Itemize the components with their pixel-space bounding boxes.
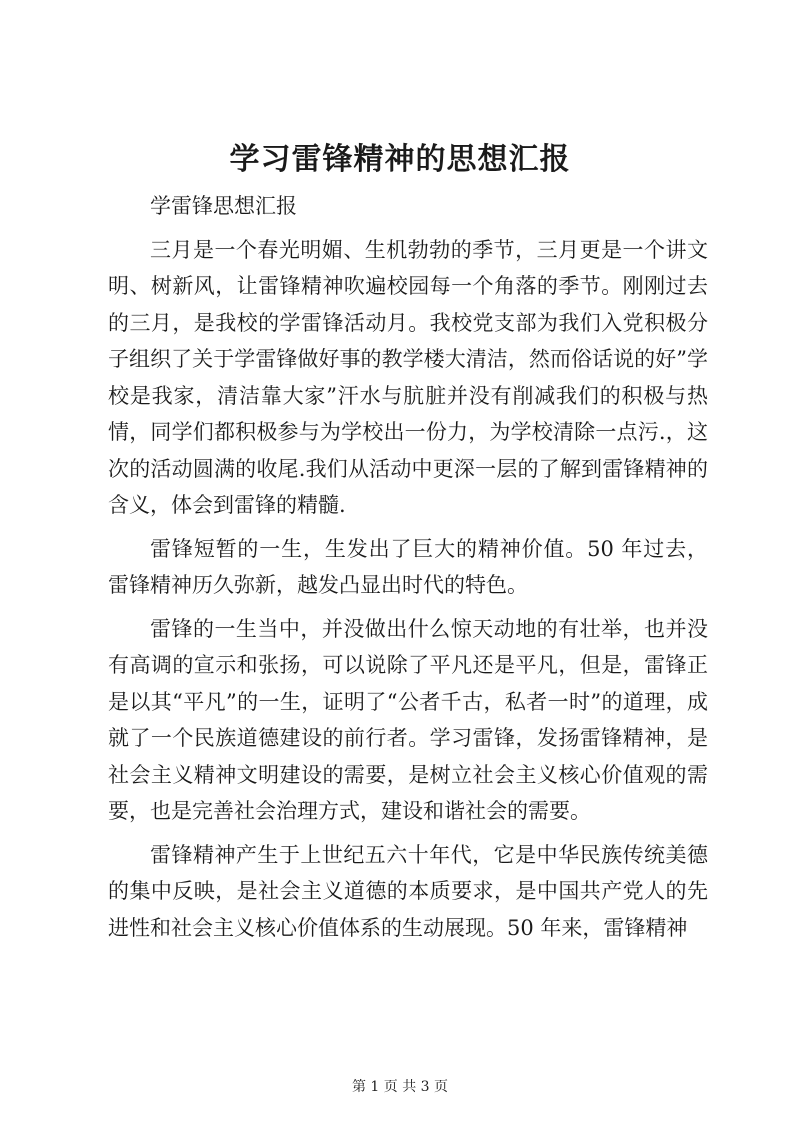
- paragraph-4: 雷锋精神产生于上世纪五六十年代，它是中华民族传统美德的集中反映，是社会主义道德的本质要求，是中国共产党人的先进性和社会主义核心价值体系的生动展现。50 年来，雷锋精神: [108, 842, 708, 940]
- paragraph-3: 雷锋的一生当中，并没做出什么惊天动地的有壮举，也并没有高调的宣示和张扬，可以说除了平凡还是平凡，但是，雷锋正是以其“平凡”的一生，证明了“公者千古，私者一时”的道理，成就了一个民族道德建设的前行者。学习雷锋，发扬雷锋精神，是社会主义精神文明建设的需要，是树立社会主义核心价值观的需要，也是完善社会治理方式，建设和谐社会的需要。: [108, 616, 708, 823]
- paragraph-2: 雷锋短暂的一生，生发出了巨大的精神价值。50 年过去，雷锋精神历久弥新，越发凸显出时代的特色。: [108, 536, 708, 597]
- document-body: [108, 188, 708, 946]
- paragraph-1: 三月是一个春光明媚、生机勃勃的季节，三月更是一个讲文明、树新风，让雷锋精神吹遍校园每一个角落的季节。刚刚过去的三月，是我校的学雷锋活动月。我校党支部为我们入党积极分子组织了关于学雷锋做好事的教学楼大清洁，然而俗话说的好”学校是我家，清洁靠大家”汗水与肮脏并没有削减我们的积极与热情，同学们都积极参与为学校出一份力，为学校清除一点污.，这次的活动圆满的收尾.我们从活动中更深一层的了解到雷锋精神的含义，体会到雷锋的精髓.: [108, 237, 708, 517]
- document-subtitle: 学雷锋思想汇报: [150, 194, 297, 218]
- document-title: 学习雷锋精神的思想汇报: [229, 142, 571, 177]
- page-footer: 第 1 页 共 3 页: [351, 1079, 449, 1095]
